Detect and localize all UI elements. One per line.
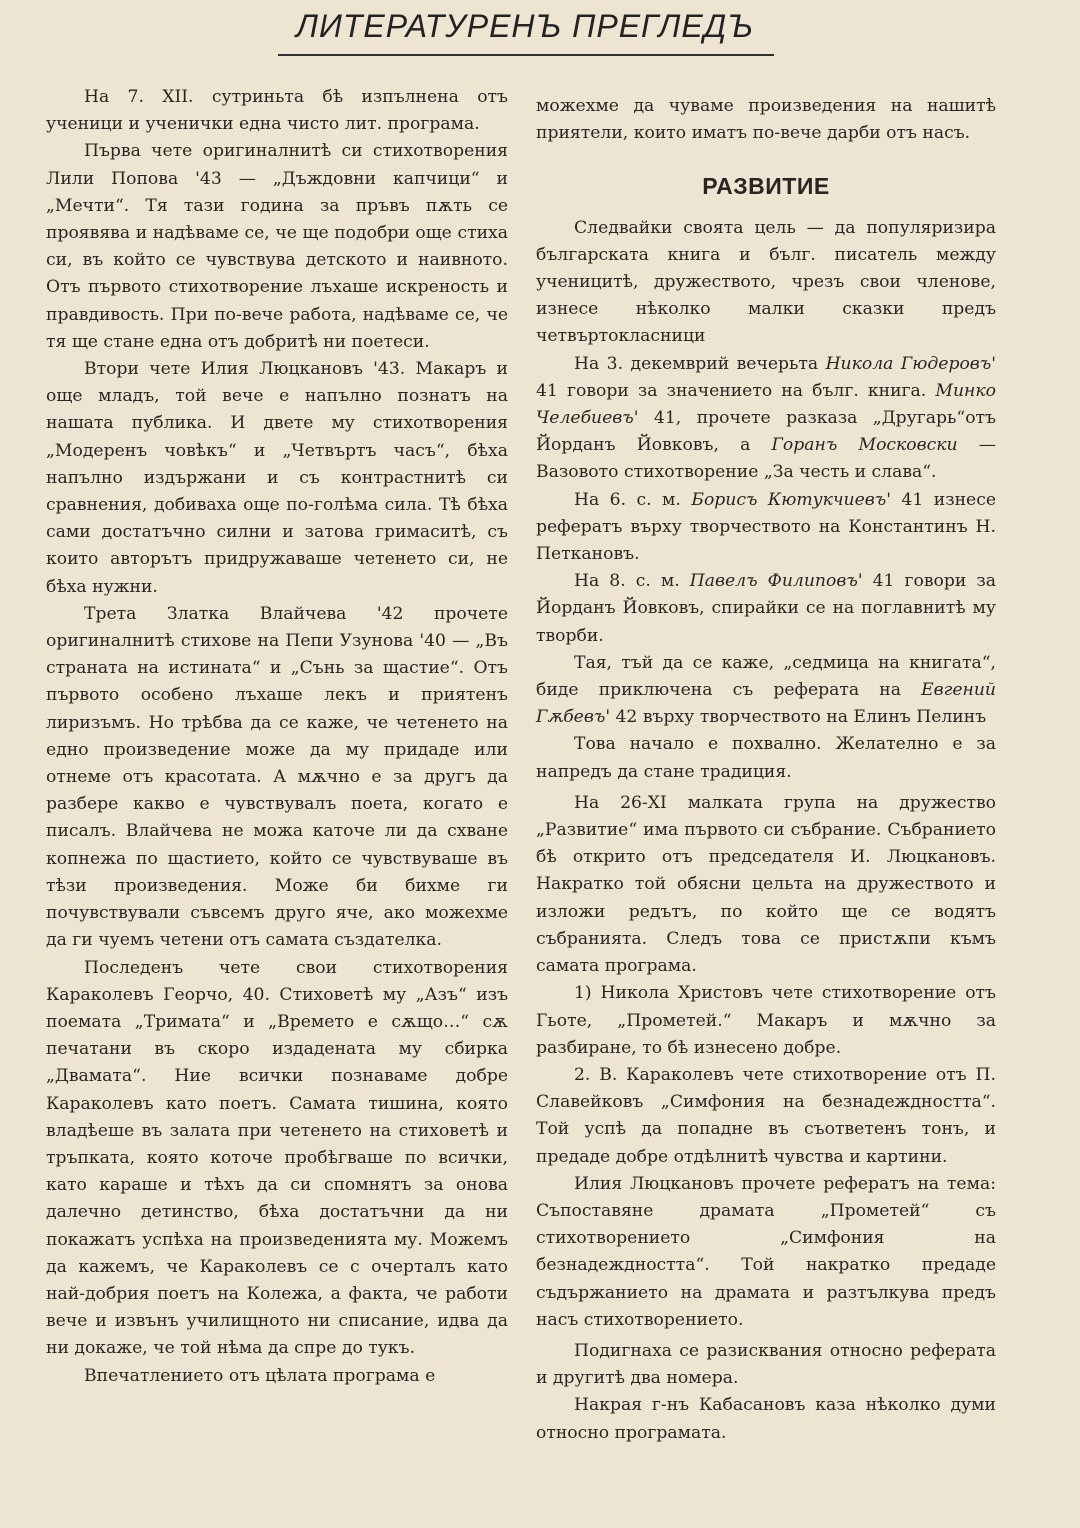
- paragraph-closing: Накрая г-нъ Кабасановъ каза нѣколко думи относно програмата.: [536, 1395, 996, 1443]
- paragraph-lyutskanov: Втори чете Илия Люцкановъ '43. Макаръ и още младъ, той вече е напълно познатъ на нашата публика. И двете му стихотворения „Модеренъ човѣкъ“ и „Четвъртъ часъ“, бѣха напълно издържани и съ контрастнитѣ си сравнения, добиваха още по-голѣма сила. Тѣ бѣха сами достатъчно силни и затова гримаситѣ, съ които авторътъ придружаваше четенето си, не бѣха нужни.: [46, 359, 508, 597]
- paragraph-impression: Впечатлението отъ цѣлата програма е: [84, 1365, 436, 1386]
- paragraph-popova: Първа чете оригиналнитѣ си стихотворения Лили Попова '43 — „Дъждовни капчици“ и „Мечти“. Тя тази година за пръвъ пѫть се проявява и надѣваме се, че ще подобри още стиха си, въ който се чувствува детското и наивното. Отъ първото стихотворение лъхаше искреность и правдивость. При по-вече работа, надѣваме се, че тя ще стане една отъ добритѣ ни поетеси.: [46, 141, 508, 352]
- paragraph-first-meeting: На 26-XI малката група на дружество „Развитие“ има първото си събрание. Събранието бѣ открито отъ председателя И. Люцкановъ. Накратко той обясни цельта на дружеството и изложи редътъ, по който ще се водятъ събранията. Следъ това се пристѫпи къмъ самата програма.: [536, 792, 996, 977]
- header-rule: [278, 54, 774, 56]
- speaker-name: Евгений Гѫбевъ: [536, 680, 996, 728]
- paragraph-item-2: 2. В. Караколевъ чете стихотворение отъ П. Славейковъ „Симфония на безнадеждността“. Той успѣ да попадне въ съответенъ тонъ, и предаде добре отдѣлнитѣ чувства и картини.: [536, 1064, 996, 1167]
- paragraph-vlaycheva: Трета Златка Влайчева '42 прочете оригиналнитѣ стихове на Пепи Узунова '40 — „Въ страната на истината“ и „Сънь за щастие“. Отъ първото особено лъхаше лекъ и приятенъ лиризъмъ. Но трѣбва да се каже, че четенето на едно произведение може да му придаде или отнеме отъ красотата. А мѫчно е за другъ да разбере какво е чувствувалъ поета, когато е писалъ. Влайчева не можа каточе ли да схване копнежа по щастието, който се чувствуваше въ тѣзи произведения. Може би бихме ги почувствували съвсемъ друго яче, ако можехме да ги чуемъ четени отъ самата създателка.: [46, 603, 508, 951]
- left-column: [46, 84, 508, 1390]
- speaker-name: Павелъ Филиповъ: [689, 571, 858, 592]
- page-title: ЛИТЕРАТУРЕНЪ ПРЕГЛЕДЪ: [296, 8, 754, 44]
- paragraph-dec8: На 8. с. м. Павелъ Филиповъ' 41 говори за Йорданъ Йовковъ, спирайки се на поглавнитѣ му творби.: [536, 571, 996, 646]
- speaker-name: Никола Гюдеровъ: [825, 353, 992, 374]
- paragraph-discussion: Подигнаха се разисквания относно реферата и другитѣ два номера.: [536, 1340, 996, 1389]
- paragraph-program: На 7. XII. сутриньта бѣ изпълнена отъ ученици и ученички една чисто лит. програма.: [46, 87, 508, 135]
- right-column: [536, 93, 996, 1447]
- paragraph-intro: Следвайки своята цель — да популяризира българската книга и бълг. писатель между ученицитѣ, дружеството, чрезъ свои членове, изнесе нѣколко малки сказки предъ четвъртокласници: [536, 217, 996, 347]
- paragraph-tradition: Това начало е похвално. Желателно е за напредъ да стане традиция.: [536, 734, 996, 782]
- paragraph-karakolev: Последенъ чете свои стихотворения Караколевъ Георчо, 40. Стиховетѣ му „Азъ“ изъ поемата „Тримата“ и „Времето е сѫщо…“ сѫ печатани въ скоро издадената му сбирка „Двамата“. Ние всички познаваме добре Караколевъ като поетъ. Самата тишина, която владѣеше въ залата при четенето на стиховетѣ и тръпката, която коточе пробѣгваше по всички, като караше и тѣхъ да си спомнятъ за онова далечно детинство, бѣха достатъчни да ни покажатъ успѣха на произведенията му. Можемъ да кажемъ, че Караколевъ се с очерталъ като най-добрия поетъ на Колежа, а факта, че работи вече и извънъ училищното ни списание, идва да ни докаже, че той нѣма да спре до тукъ.: [46, 957, 508, 1359]
- paragraph-continuation: можехме да чуваме произведения на нашитѣ приятели, които иматъ по-вече дарби отъ насъ.: [536, 96, 996, 144]
- paragraph-book-week: Тая, тъй да се каже, „седмица на книгата“, биде приключена съ реферата на Евгений Гѫбевъ' 42 върху творчеството на Елинъ Пелинъ: [536, 652, 996, 728]
- paragraph-item-1: 1) Никола Христовъ чете стихотворение отъ Гьоте, „Прометей.“ Макаръ и мѫчно за разбиране, то бѣ изнесено добре.: [536, 983, 996, 1058]
- paragraph-dec3: На 3. декемврий вечерьта Никола Гюдеровъ' 41 говори за значението на бълг. книга. Минко Челебиевъ' 41, прочете разказа „Другарь“отъ Йорданъ Йовковъ, а Горанъ Московски — Вазовото стихотворение „За честь и слава“.: [536, 353, 996, 483]
- paragraph-dec6: На 6. с. м. Борисъ Кютукчиевъ' 41 изнесе рефератъ върху творчеството на Константинъ Н. Петкановъ.: [536, 489, 996, 565]
- speaker-name: Минко Челебиевъ: [536, 380, 996, 429]
- section-title: РАЗВИТИЕ: [702, 173, 830, 200]
- masthead: [270, 8, 780, 60]
- speaker-name: Горанъ Московски: [771, 435, 958, 456]
- speaker-name: Борисъ Кютукчиевъ: [691, 489, 887, 510]
- paragraph-report: Илия Люцкановъ прочете рефератъ на тема: Съпоставяне драмата „Прометей“ съ стихотворението „Симфония на безнадеждността“. Той накратко предаде съдържанието на драмата и разтълкува предъ насъ стихотворението.: [536, 1173, 996, 1330]
